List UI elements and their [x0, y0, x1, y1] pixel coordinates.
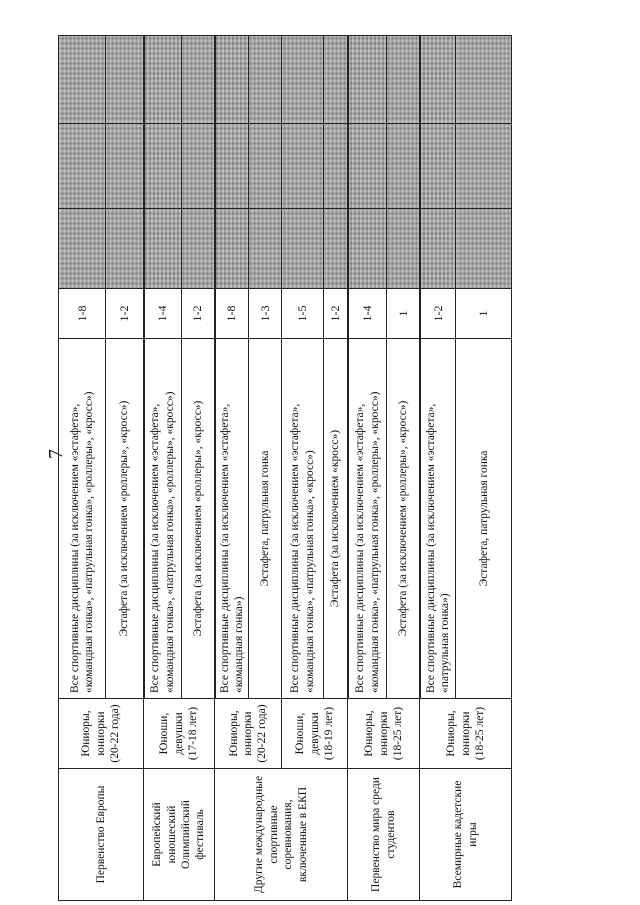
shaded-cell	[182, 36, 215, 124]
shaded-cell	[420, 36, 456, 124]
places-cell: 1	[456, 289, 512, 339]
shaded-cell	[324, 124, 348, 209]
shaded-cell	[106, 124, 144, 209]
table-row	[215, 36, 249, 901]
document-sheet	[58, 36, 491, 901]
shaded-cell	[282, 124, 324, 209]
shaded-cell	[144, 36, 182, 124]
shaded-cell	[387, 36, 420, 124]
discipline-cell: Эстафета (за исключением «кросс»)	[324, 339, 348, 699]
shaded-cell	[456, 209, 512, 289]
competition-cell: Другие международные спортивные соревнования, включенные в ЕКП	[215, 769, 348, 901]
discipline-cell: Все спортивные дисциплины (за исключением «эстафета», «командная гонка», «патрульная гонка», «кросс»)	[282, 339, 324, 699]
shaded-cell	[324, 209, 348, 289]
shaded-cell	[420, 209, 456, 289]
places-cell: 1-2	[106, 289, 144, 339]
shaded-cell	[324, 36, 348, 124]
shaded-cell	[215, 124, 249, 209]
table-row	[144, 36, 182, 901]
discipline-cell: Эстафета (за исключением «роллеры», «кросс»)	[182, 339, 215, 699]
classification-table	[58, 35, 512, 901]
places-cell: 1-4	[348, 289, 387, 339]
shaded-cell	[182, 124, 215, 209]
shaded-cell	[249, 124, 282, 209]
discipline-cell: Эстафета, патрульная гонка	[456, 339, 512, 699]
places-cell: 1-2	[324, 289, 348, 339]
shaded-cell	[59, 124, 106, 209]
discipline-cell: Эстафета (за исключением «роллеры», «кросс»)	[387, 339, 420, 699]
shaded-cell	[144, 124, 182, 209]
places-cell: 1-2	[182, 289, 215, 339]
discipline-cell: Все спортивные дисциплины (за исключением «эстафета», «патрульная гонка»)	[420, 339, 456, 699]
discipline-cell: Все спортивные дисциплины (за исключением «эстафета», «командная гонка», «патрульная гонка», «роллеры», «кросс»)	[59, 339, 106, 699]
shaded-cell	[387, 124, 420, 209]
shaded-cell	[182, 209, 215, 289]
shaded-cell	[215, 209, 249, 289]
places-cell: 1-5	[282, 289, 324, 339]
page-number: 7	[45, 449, 67, 459]
age-cell: Юниоры, юниорки (20-22 года)	[215, 699, 282, 769]
discipline-cell: Все спортивные дисциплины (за исключением «эстафета», «командная гонка», «патрульная гонка», «роллеры», «кросс»)	[144, 339, 182, 699]
discipline-cell: Эстафета (за исключением «роллеры», «кросс»)	[106, 339, 144, 699]
shaded-cell	[456, 124, 512, 209]
shaded-cell	[387, 209, 420, 289]
shaded-cell	[106, 209, 144, 289]
shaded-cell	[282, 209, 324, 289]
competition-cell: Европейский юношеский Олимпийский фестиваль	[144, 769, 215, 901]
places-cell: 1-8	[59, 289, 106, 339]
shaded-cell	[106, 36, 144, 124]
table-row	[348, 36, 387, 901]
age-cell: Юниоры, юниорки (18-25 лет)	[420, 699, 512, 769]
discipline-cell: Эстафета, патрульная гонка	[249, 339, 282, 699]
table-row	[59, 36, 106, 901]
shaded-cell	[348, 36, 387, 124]
shaded-cell	[144, 209, 182, 289]
shaded-cell	[215, 36, 249, 124]
age-cell: Юноши, девушки (18-19 лет)	[282, 699, 348, 769]
shaded-cell	[282, 36, 324, 124]
discipline-cell: Все спортивные дисциплины (за исключением «эстафета», «командная гонка»)	[215, 339, 249, 699]
competition-cell: Первенство мира среди студентов	[348, 769, 420, 901]
shaded-cell	[59, 209, 106, 289]
shaded-cell	[249, 209, 282, 289]
competition-cell: Всемирные кадетские игры	[420, 769, 512, 901]
discipline-cell: Все спортивные дисциплины (за исключением «эстафета», «командная гонка», «патрульная гонка», «роллеры», «кросс»)	[348, 339, 387, 699]
places-cell: 1-4	[144, 289, 182, 339]
age-cell: Юноши, девушки (17-18 лет)	[144, 699, 215, 769]
shaded-cell	[348, 124, 387, 209]
table-row	[420, 36, 456, 901]
places-cell: 1-3	[249, 289, 282, 339]
age-cell: Юниоры, юниорки (18-25 лет)	[348, 699, 420, 769]
shaded-cell	[59, 36, 106, 124]
shaded-cell	[456, 36, 512, 124]
places-cell: 1	[387, 289, 420, 339]
shaded-cell	[249, 36, 282, 124]
places-cell: 1-2	[420, 289, 456, 339]
shaded-cell	[420, 124, 456, 209]
shaded-cell	[348, 209, 387, 289]
age-cell: Юниоры, юниорки (20-22 года)	[59, 699, 144, 769]
competition-cell: Первенство Европы	[59, 769, 144, 901]
places-cell: 1-8	[215, 289, 249, 339]
